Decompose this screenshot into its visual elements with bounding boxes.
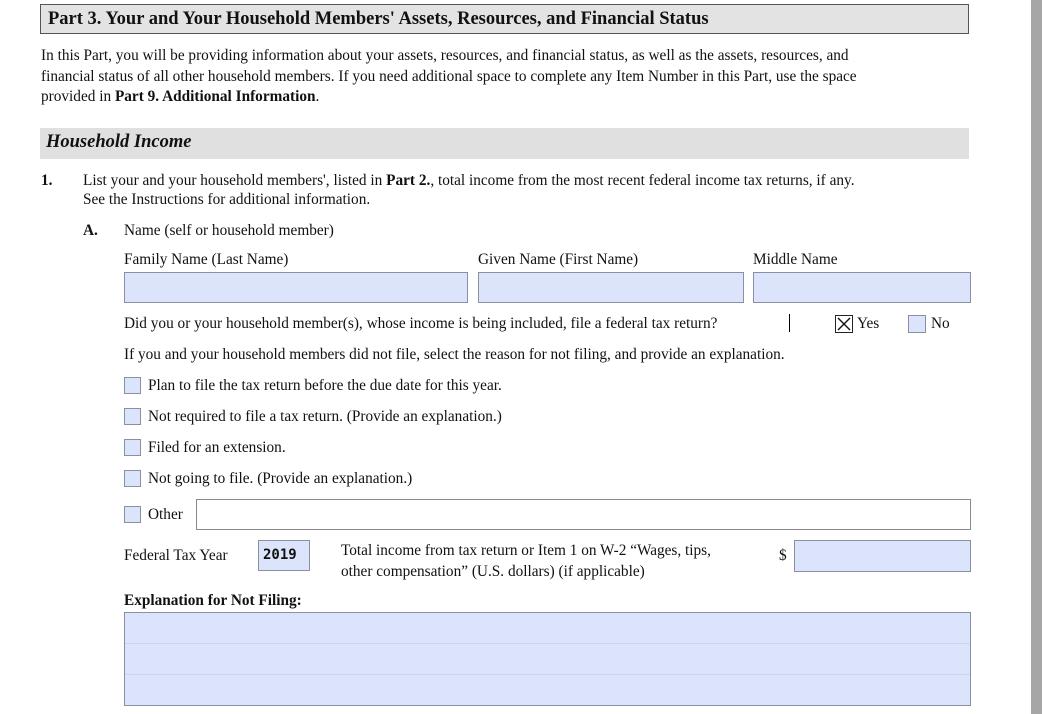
vertical-scrollbar[interactable]: [1031, 0, 1042, 714]
yes-checkbox[interactable]: [835, 315, 853, 333]
subitem-a-text: Name (self or household member): [124, 222, 334, 239]
federal-tax-year-label: Federal Tax Year: [124, 547, 228, 564]
federal-tax-year-input[interactable]: 2019: [258, 540, 310, 571]
family-name-label: Family Name (Last Name): [124, 251, 289, 268]
reason-extension-label: Filed for an extension.: [148, 439, 286, 456]
subitem-a-label: A.: [83, 222, 98, 239]
intro-line-1: In this Part, you will be providing information about your assets, resources, and financial status, as well as the assets, resources, and: [41, 47, 849, 64]
reason-not-going-to-file-checkbox[interactable]: [124, 470, 141, 487]
section-header: [40, 128, 969, 159]
reason-plan-to-file-checkbox[interactable]: [124, 377, 141, 394]
item-1-line-2: See the Instructions for additional information.: [83, 191, 371, 208]
family-name-input[interactable]: [124, 272, 468, 303]
reason-plan-to-file-label: Plan to file the tax return before the due date for this year.: [148, 377, 502, 394]
part-header: [40, 4, 969, 34]
item-1-line-1: [83, 171, 855, 191]
explanation-textarea[interactable]: [124, 612, 971, 706]
reason-not-required-checkbox[interactable]: [124, 408, 141, 425]
intro-line-3-text: provided in: [41, 88, 115, 105]
reason-not-required-label: Not required to file a tax return. (Provide an explanation.): [148, 408, 502, 425]
reason-extension-checkbox[interactable]: [124, 439, 141, 456]
intro-paragraph: [41, 46, 971, 108]
given-name-input[interactable]: [478, 272, 744, 303]
dollar-sign: $: [779, 547, 787, 564]
intro-line-2: financial status of all other household members. If you need additional space to complete any Item Number in this Part, use the space: [41, 67, 857, 85]
checkmark-x-icon: [837, 317, 851, 331]
item-1-line-1-end: , total income from the most recent federal income tax returns, if any.: [430, 172, 855, 189]
intro-part9-reference: Part 9. Additional Information: [114, 88, 316, 105]
filed-tax-return-question: Did you or your household member(s), whose income is being included, file a federal tax return?: [124, 315, 718, 332]
given-name-label: Given Name (First Name): [478, 251, 639, 268]
intro-line-3-end: .: [315, 88, 320, 105]
total-income-input[interactable]: [794, 540, 971, 572]
middle-name-label: Middle Name: [753, 251, 838, 268]
item-1-line-1-text: List your and your household members', listed in: [83, 172, 387, 189]
item-number: 1.: [41, 172, 53, 189]
item-1-part2-reference: Part 2.: [386, 172, 431, 189]
no-label: No: [931, 315, 950, 332]
no-checkbox[interactable]: [908, 315, 926, 333]
reason-not-going-to-file-label: Not going to file. (Provide an explanation.): [148, 470, 413, 487]
total-income-label-line-2: other compensation” (U.S. dollars) (if applicable): [341, 563, 645, 580]
textarea-line: [125, 643, 970, 644]
reason-other-label: Other: [148, 506, 183, 523]
text-cursor: [789, 314, 790, 332]
section-title: Household Income: [46, 132, 192, 152]
part-title: Part 3. Your and Your Household Members' Assets, Resources, and Financial Status: [48, 9, 709, 29]
middle-name-input[interactable]: [753, 272, 971, 303]
yes-label: Yes: [857, 315, 880, 332]
total-income-label-line-1: Total income from tax return or Item 1 on W-2 “Wages, tips,: [341, 542, 711, 559]
explanation-label: Explanation for Not Filing:: [124, 592, 302, 609]
reason-other-checkbox[interactable]: [124, 506, 141, 523]
textarea-line: [125, 674, 970, 675]
not-filed-instruction: If you and your household members did not file, select the reason for not filing, and provide an explanation.: [124, 346, 785, 363]
other-reason-input[interactable]: [196, 499, 971, 530]
intro-line-3: [41, 87, 971, 108]
